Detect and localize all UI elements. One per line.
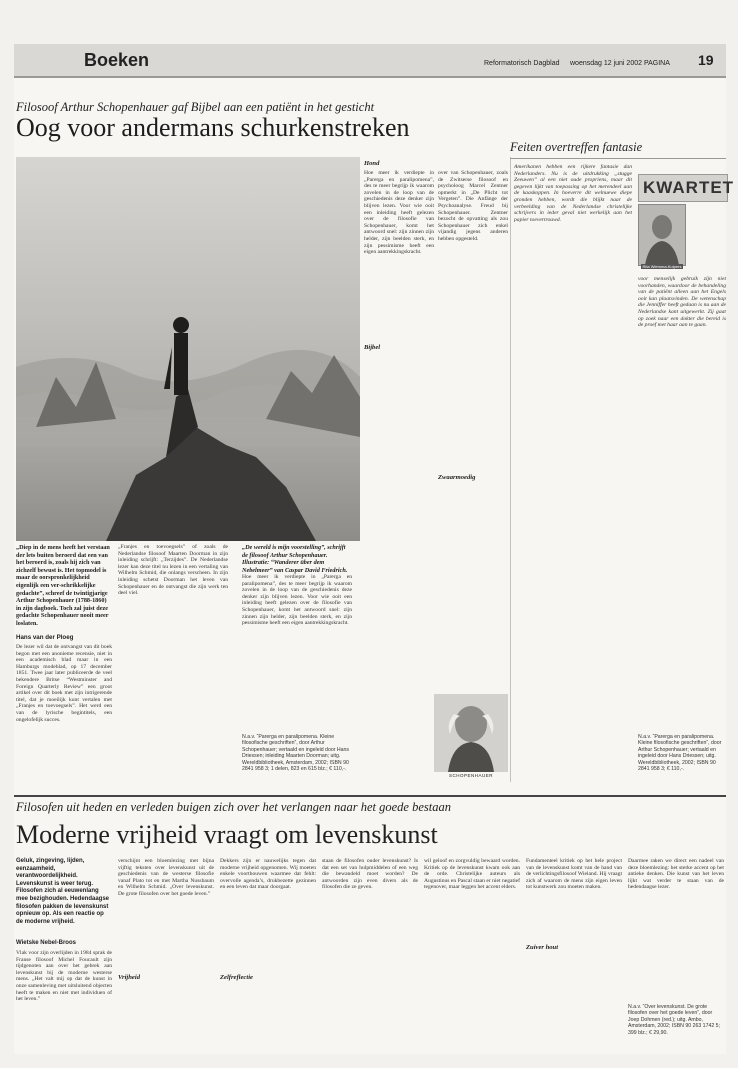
paper-name: Reformatorisch Dagblad bbox=[484, 60, 560, 67]
kwartet-logo bbox=[638, 174, 735, 202]
bust-caption: SCHOPENHAUER bbox=[448, 773, 493, 778]
article1-kicker: Filosoof Arthur Schopenhauer gaf Bijbel aan een patiënt in het gesticht bbox=[16, 100, 375, 114]
subhead-hond: Hond bbox=[364, 160, 380, 167]
issue-date: woensdag 12 juni 2002 PAGINA bbox=[570, 60, 670, 67]
painting-caption: „De wereld is mijn voorstelling”, schrijft de filosoof Arthur Schopenhauer. Illustratie: “Wanderer über dem Nebelmeer” van Caspar David Friedrich. bbox=[242, 544, 348, 574]
article1-col1: De lezer wil dat de ontvangst van dit boek begon met een anonieme recensie, niet in een academisch blad maar in een Hamburgs modeblad, op 17 december 1851. Twee jaar later publiceerde de veel bekendere Britse “Westminster and Foreign Quarterly Review” een groot artikel over dit boek met zijn intrigerende titel, dat je moeilijk kunt vertalen met „Franjes en toevoegsels”. Het werd een van de lyrische begintitels, een ongelofelijk succes. bbox=[16, 644, 112, 723]
article1-headline: Oog voor andermans schurkenstreken bbox=[16, 113, 410, 142]
sidebar-col2: voor menselijk gebruik zijn niet voorhanden, waardoor de behandeling van de patiënt alleen aan het Engels ooit kan plaatsvinden. De wetenschap die Jenniffer heeft gedaan is nu aan de Nederlandse kant uitgewerkt. Zij gaat op zoek naar een dokter die bereid is de proef met haar aan te gaan. bbox=[638, 276, 726, 329]
section-divider bbox=[14, 795, 726, 797]
article2-col1: Vlak voor zijn overlijden in 1984 sprak de Franse filosoof Michel Foucault zijn tijdgenoten aan over het gebrek aan levenskunst bij de moderne westerse mens. „Het valt mij op dat de kunst in onze samenleving met uitsluitend objecten heeft te maken en niet met individuen of het leven.” bbox=[16, 950, 112, 1003]
sidebar-col1: Amerikanen hebben een rijkere fantasie dan Nederlanders. Nu is de uitdrukking „stugge Zeeuwen” al een niet oude propriens, maar dit gegeven lijkt van toepassing op het merendeel aan de kaaskoppen. In hoeverre dit welnuewe diepe gronden hebben, wordt die blijkt naar de verbeelding van de Nederlandse christelijke schrijvers in ieder geval niet werkelijk aan het papier toevertrouwd. bbox=[514, 164, 632, 223]
article2-col4: staan de filosofen ouder levenskunst? Is dat een set van hulpmiddelen of een weg die bewandeld moet worden? De antwoorden zijn even divers als de filosofen die ze geven. bbox=[322, 858, 418, 891]
article2-headline: Moderne vrijheid vraagt om levenskunst bbox=[16, 820, 438, 849]
article1-col2: „Franjes en toevoegsels” of zoals de Nederlandse filosoof Maarten Doorman in zijn inleiding schrijft: „Terzijdes”. De Nederlandse lezer kan deze titel nu lezen in een vertaling van Wilhelm Schmid, die onlangs verscheen. In zijn inleiding schetst Doorman het leven van Schopenhauer en de ontvangst die zijn werk ten deel viel. bbox=[118, 544, 228, 597]
article1-col3b: Hoe meer ik verdiepte in „Parerga en paralipomena”, des te meer begrijp ik waarom zovelen in de loop van de geschiedenis deze denker zijn blijven lezen. Voor wie ooit een inleiding heeft gelezen over de filosofie van Schopenhauer, komt het antwoord snel: zijn zinnen zijn helder, zijn beelden sterk, en zijn pessimisme heeft een eigen aantrekkingskracht. bbox=[364, 170, 434, 256]
article2-byline: Wietske Nebel-Broos bbox=[16, 940, 76, 946]
sidebar-rule bbox=[510, 158, 726, 159]
masthead-bar bbox=[14, 44, 726, 78]
book-reference-1: N.a.v. “Parerga en paralipomena. Kleine filosofische geschriften”, door Arthur Schopenhauer; vertaald en ingeleid door Hans Driessen; inleiding Maarten Doorman; uitg. Wereldbibliotheek, Amsterdam, 2002; ISBN 90 2841 958 3; 1 delen, 823 en 615 blz.; € 110,-. bbox=[242, 734, 349, 773]
article2-col6: Fundamenteel kritiek op het hele project van de levenskunst komt van de hand van de verlichtingsfilosoof Wieland. Hij vraagt zich af waarom de mens zijn eigen leven tot kunstwerk zou moeten maken. bbox=[526, 858, 622, 891]
page-number: 19 bbox=[698, 52, 714, 68]
columnist-illustration bbox=[639, 205, 685, 265]
book-reference-2: N.a.v. “Parerga en paralipomena. Kleine filosofische geschriften”, door Arthur Schopenhauer; vertaald en ingeleid door Hans Driessen; uitg. Wereldbibliotheek, 2002; ISBN 90 2841 958 3; € 110,-. bbox=[638, 734, 722, 773]
article2-col5: wil geloof en zorgvuldig bewaard worden. Kritiek op de levenskunst kwam ook aan de orde. Christelijke auteurs als Augustinus en Pascal staan er niet negatief tegenover, maar leggen het accent elders. bbox=[424, 858, 520, 891]
column-rule bbox=[510, 157, 511, 782]
article2-col2: verschijnt een bloemlezing met bijna vijftig teksten over levenskunst uit de geschiedenis van de westerse filosofie vanaf Plato tot en met Martha Nussbaum en Wilhelm Schmid. „Over levenskunst. De grote filosofen over het goede leven.” bbox=[118, 858, 214, 897]
sidebar-kicker: Feiten overtreffen fantasie bbox=[510, 140, 643, 154]
portrait-label: Rita Wiersma-Kuipers bbox=[642, 264, 682, 269]
article1-col3: Hoe meer ik verdiepte in „Parerga en paralipomena”, des te meer begrijp ik waarom zovelen in de loop van de geschiedenis deze denker zijn blijven lezen. Voor wie ooit een inleiding heeft gelezen over de filosofie van Schopenhauer, komt het antwoord snel: zijn zinnen zijn helder, zijn beelden sterk, en zijn pessimisme heeft een eigen aantrekkingskracht. bbox=[242, 574, 352, 627]
newspaper-page bbox=[14, 44, 735, 1054]
subhead-vrijheid: Vrijheid bbox=[118, 974, 140, 981]
section-label: Boeken bbox=[84, 50, 150, 70]
painting-wanderer bbox=[16, 157, 360, 541]
book-reference-3: N.a.v. “Over levenskunst. De grote filosofen over het goede leven”, door Joep Dohmen (red.); uitg. Ambo, Amsterdam, 2002; ISBN 90 263 1742 5; 399 blz.; € 29,90. bbox=[628, 1004, 720, 1036]
article2-col3: Dekkers zijn er nauwelijks tegen dat moderne vrijheid opgenomen. Wij moeten enkele voortbouwen waarmee dat fehlt: overvolle agenda’s, drukbezette gezinnen en een leven dat maar doorgaat. bbox=[220, 858, 316, 891]
schopenhauer-bust-illustration bbox=[434, 694, 508, 772]
article1-caption: „Diep in de mens heeft het verstaan der lets buiten beroerd dat een van het beroerd is, zoals hij zich van zichzelf bewust is. Het topmodel is maar de oorspronkelijkheid eigenlijk een ver-schrikkelijke gedachte”, schreef de twintigjarige Arthur Schopenhauer (1788-1860) in zijn dagboek. Toch zal juist deze gedachte Schopenhauer nooit meer loslaten. bbox=[16, 544, 110, 627]
article2-col7: Daarmee raken we direct een nadeel van deze bloemlezing: het sterke accent op het antieke denken. Die kunst van het leven lijkt wat verder te staan van de hedendaagse lezer. bbox=[628, 858, 724, 891]
article2-kicker: Filosofen uit heden en verleden buigen zich over het verlangen naar het goede bestaan bbox=[16, 800, 451, 814]
article2-intro: Geluk, zingeving, lijden, eenzaamheid, verantwoordelijkheid. Levenskunst is weer terug. Filosofen zich al eeuwenlang mee bezighouden. Hedendaagse filosofen pakken de levenskunst opnieuw op. Als een reactie op de moderne vrijheid. bbox=[16, 858, 110, 925]
kwartet-logo-text: KWARTET bbox=[643, 178, 735, 197]
wanderer-illustration bbox=[16, 157, 360, 541]
schopenhauer-portrait bbox=[434, 694, 508, 772]
article1-col4: over van Schopenhauer, zoals de Zwitserse filosoof en psycholoog Marcel Zentner opmerkt in „De Plicht tot Vergeten”. Die Anfänge der Psychoanalyse. Freud bij Schopenhauer. Zentner bezocht de opvatting als zou Schopenhauer zich enkel vijandig jegens anderen hebben opgesteld. bbox=[438, 170, 508, 242]
subhead-zwaarmoedig: Zwaarmoedig bbox=[438, 474, 476, 481]
subhead-zelfreflectie: Zelfreflectie bbox=[220, 974, 253, 981]
subhead-zuiver-hout: Zuiver hout bbox=[526, 944, 559, 951]
columnist-portrait bbox=[638, 204, 686, 266]
article1-byline: Hans van der Ploeg bbox=[16, 634, 74, 641]
subhead-bijbel: Bijbel bbox=[364, 344, 381, 351]
